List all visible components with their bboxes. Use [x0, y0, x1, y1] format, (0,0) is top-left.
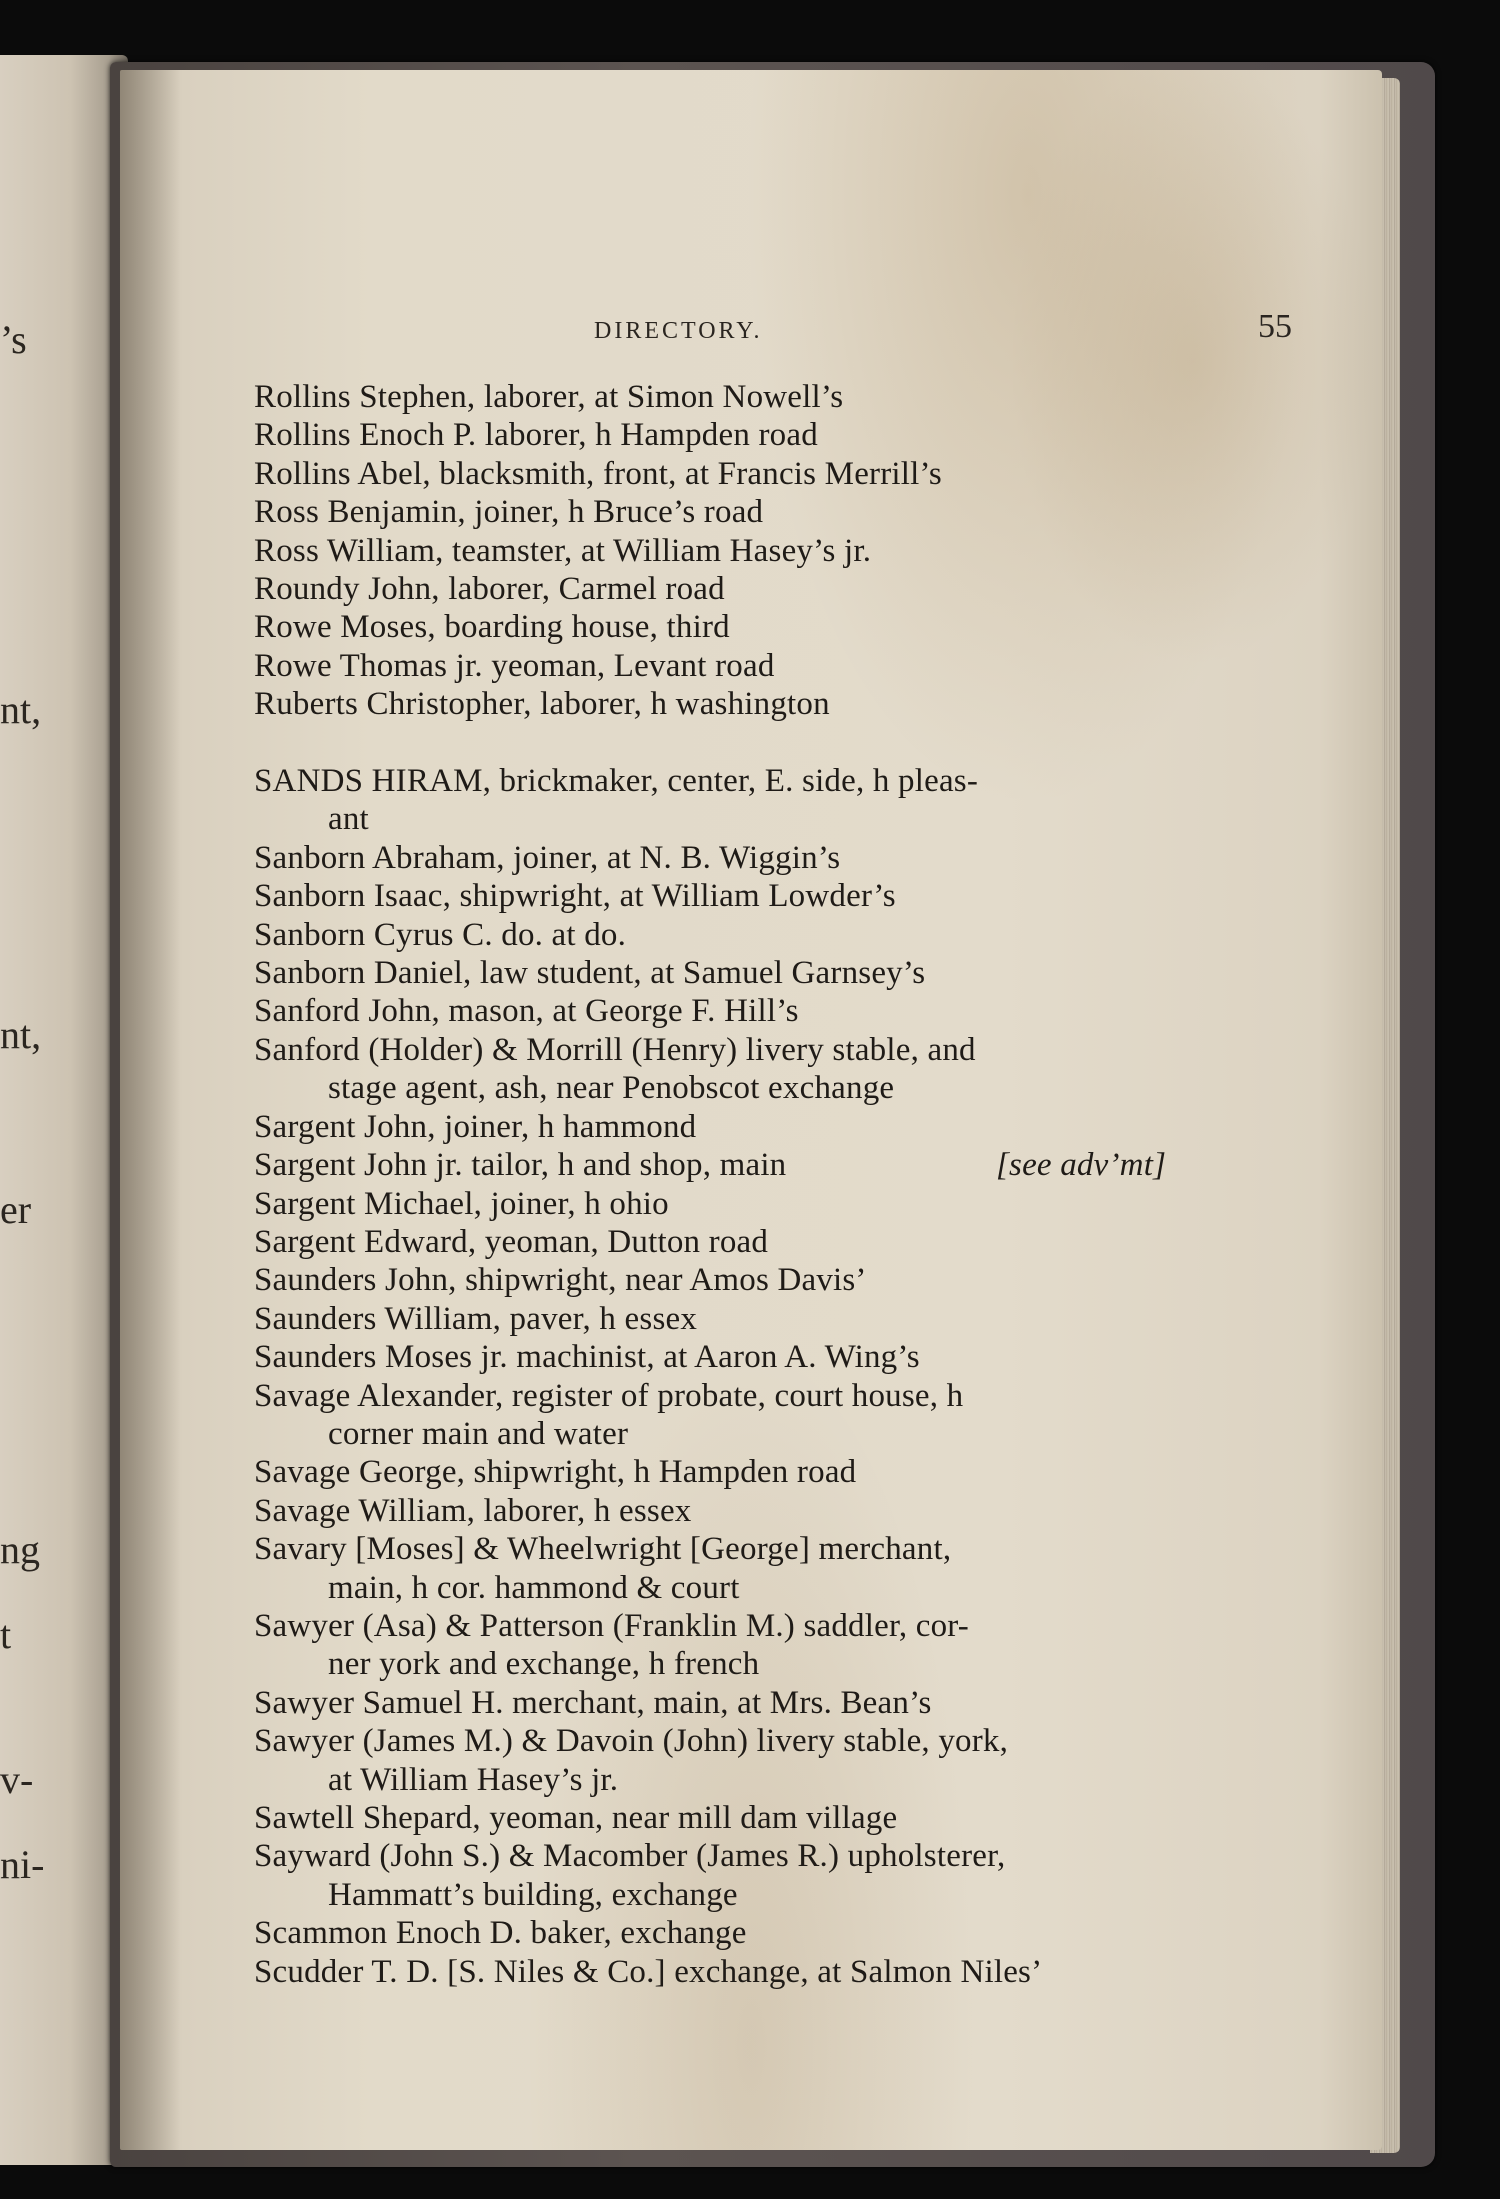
entry-text: Rollins Enoch P. laborer, h Hampden road	[254, 417, 818, 454]
entry-text: Sawyer (Asa) & Patterson (Franklin M.) saddler, cor-	[254, 1607, 969, 1644]
entry-continuation	[254, 1645, 1314, 1683]
entry-text: Sargent Edward, yeoman, Dutton road	[254, 1223, 769, 1260]
page-header	[120, 308, 1382, 354]
entry-text: Savage George, shipwright, h Hampden road	[254, 1454, 857, 1491]
entry-text: Ross Benjamin, joiner, h Bruce’s road	[254, 494, 764, 531]
left-page-text-fragment: v-	[0, 1757, 34, 1802]
entry-text: Saunders William, paver, h essex	[254, 1300, 698, 1337]
entry-continuation	[254, 1069, 1314, 1107]
directory-entries	[254, 378, 1314, 1991]
directory-entry	[254, 416, 1314, 454]
entry-continuation	[254, 1876, 1314, 1914]
directory-entry	[254, 455, 1314, 493]
entry-text: Roundy John, laborer, Carmel road	[254, 571, 725, 608]
entry-text: ant	[328, 801, 369, 838]
directory-entry	[254, 1338, 1314, 1376]
entry-continuation	[254, 800, 1314, 838]
entry-text: Scammon Enoch D. baker, exchange	[254, 1915, 747, 1952]
entry-text: Hammatt’s building, exchange	[328, 1876, 738, 1913]
entry-text: Sanborn Cyrus C. do. at do.	[254, 916, 627, 953]
directory-entry	[254, 1146, 1314, 1184]
entry-text: Savary [Moses] & Wheelwright [George] merchant,	[254, 1531, 952, 1568]
left-page-text-fragment: ng	[0, 1527, 40, 1572]
directory-entry	[254, 1722, 1314, 1760]
directory-entry	[254, 647, 1314, 685]
directory-entry	[254, 877, 1314, 915]
page-number: 55	[1258, 308, 1292, 345]
entry-text: Sanborn Abraham, joiner, at N. B. Wiggin’s	[254, 839, 841, 876]
directory-entry	[254, 493, 1314, 531]
entry-text: Sanford John, mason, at George F. Hill’s	[254, 993, 799, 1030]
directory-entry	[254, 1684, 1314, 1722]
entry-text: Ruberts Christopher, laborer, h washington	[254, 686, 830, 723]
entry-continuation	[254, 1569, 1314, 1607]
entry-text: corner main and water	[328, 1415, 629, 1452]
entry-text: Saunders Moses jr. machinist, at Aaron A. Wing’s	[254, 1339, 920, 1376]
directory-entry	[254, 1108, 1314, 1146]
entry-text: SANDS HIRAM, brickmaker, center, E. side, h pleas-	[254, 763, 979, 800]
directory-entry	[254, 1914, 1314, 1952]
entry-text: Rowe Thomas jr. yeoman, Levant road	[254, 647, 775, 684]
left-page-text-fragment: nt,	[0, 687, 42, 732]
directory-entry	[254, 1031, 1314, 1069]
left-page-text-fragment: ’s	[0, 317, 27, 362]
entry-text: Sargent Michael, joiner, h ohio	[254, 1185, 669, 1222]
directory-entry	[254, 1453, 1314, 1491]
entry-text: Sargent John, joiner, h hammond	[254, 1108, 697, 1145]
entry-text: Sanborn Isaac, shipwright, at William Lowder’s	[254, 878, 896, 915]
directory-entry	[254, 1799, 1314, 1837]
entry-text: stage agent, ash, near Penobscot exchange	[328, 1070, 895, 1107]
left-page-text-fragment: t	[0, 1612, 12, 1657]
entry-text: Ross William, teamster, at William Hasey’s jr.	[254, 532, 872, 569]
entry-text: Sargent John jr. tailor, h and shop, main	[254, 1147, 787, 1184]
entry-text: Saunders John, shipwright, near Amos Davis’	[254, 1262, 867, 1299]
left-page-text-fragment: ni-	[0, 1842, 45, 1887]
entry-text: Savage Alexander, register of probate, court house, h	[254, 1377, 964, 1414]
directory-entry	[254, 916, 1314, 954]
entry-text: Scudder T. D. [S. Niles & Co.] exchange, at Salmon Niles’	[254, 1953, 1043, 1990]
directory-entry	[254, 685, 1314, 723]
entry-continuation	[254, 1761, 1314, 1799]
entry-text: Sanford (Holder) & Morrill (Henry) livery stable, and	[254, 1031, 976, 1068]
section-spacer	[254, 724, 1314, 762]
gutter-shadow	[120, 70, 180, 2150]
directory-page	[120, 70, 1382, 2150]
directory-entry	[254, 570, 1314, 608]
entry-continuation	[254, 1415, 1314, 1453]
entry-text: at William Hasey’s jr.	[328, 1761, 619, 1798]
entry-text: Savage William, laborer, h essex	[254, 1492, 692, 1529]
directory-entry	[254, 1837, 1314, 1875]
directory-entry	[254, 1300, 1314, 1338]
directory-entry	[254, 992, 1314, 1030]
directory-entry	[254, 1185, 1314, 1223]
entry-text: ner york and exchange, h french	[328, 1646, 760, 1683]
directory-entry	[254, 839, 1314, 877]
entry-text: Sanborn Daniel, law student, at Samuel Garnsey’s	[254, 955, 926, 992]
entry-text: Sawyer (James M.) & Davoin (John) livery stable, york,	[254, 1723, 1009, 1760]
left-page-text-fragment: er	[0, 1187, 32, 1232]
entry-text: Sawtell Shepard, yeoman, near mill dam village	[254, 1800, 898, 1837]
entry-text: Rowe Moses, boarding house, third	[254, 609, 730, 646]
advertisement-reference: [see adv’mt]	[996, 1147, 1167, 1184]
entry-text: Rollins Stephen, laborer, at Simon Nowell’s	[254, 379, 844, 415]
directory-entry	[254, 378, 1314, 416]
entry-text: main, h cor. hammond & court	[328, 1569, 740, 1606]
entry-text: Sawyer Samuel H. merchant, main, at Mrs. Bean’s	[254, 1684, 932, 1721]
directory-entry	[254, 1492, 1314, 1530]
entry-text: Rollins Abel, blacksmith, front, at Francis Merrill’s	[254, 455, 942, 492]
directory-entry	[254, 1530, 1314, 1568]
directory-entry	[254, 762, 1314, 800]
left-facing-page	[0, 55, 128, 2165]
directory-entry	[254, 532, 1314, 570]
directory-entry	[254, 1607, 1314, 1645]
directory-entry	[254, 954, 1314, 992]
directory-entry	[254, 1377, 1314, 1415]
directory-entry	[254, 608, 1314, 646]
directory-entry	[254, 1223, 1314, 1261]
left-page-text-fragment: nt,	[0, 1012, 42, 1057]
directory-entry	[254, 1261, 1314, 1299]
directory-entry	[254, 1953, 1314, 1991]
entry-text: Sayward (John S.) & Macomber (James R.) upholsterer,	[254, 1838, 1006, 1875]
running-head: DIRECTORY.	[594, 318, 763, 344]
